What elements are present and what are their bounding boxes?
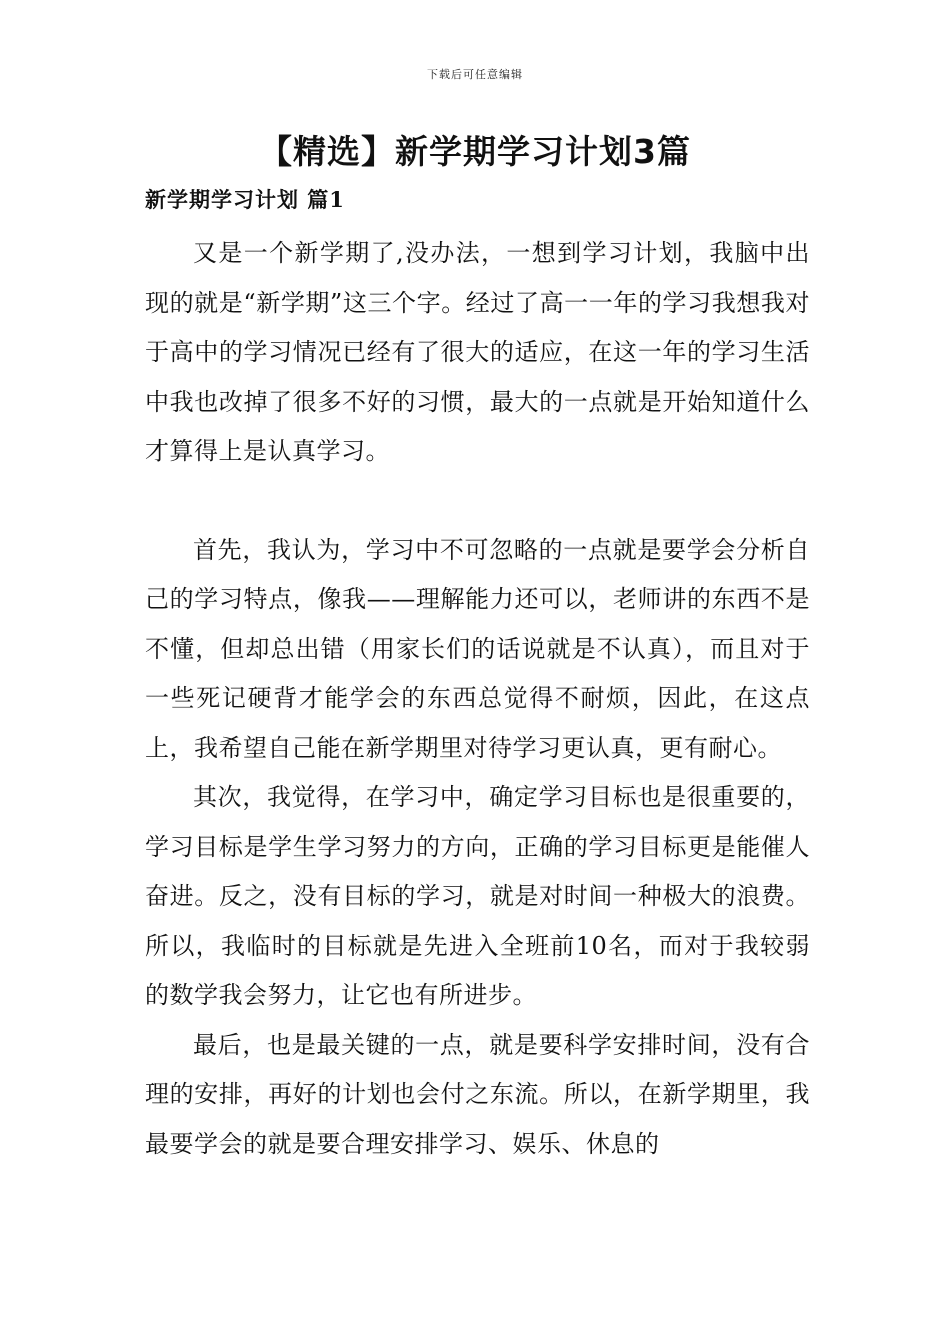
header-note: 下载后可任意编辑 [427, 68, 523, 81]
paragraph-3: 其次，我觉得，在学习中，确定学习目标也是很重要的，学习目标是学生学习努力的方向，正确的学习目标更是能催人奋进。反之，没有目标的学习，就是对时间一种极大的浪费。所以，我临时的目标就是先进入全班前10名，而对于我较弱的数学我会努力，让它也有所进步。 [145, 783, 810, 1009]
paragraph-1: 又是一个新学期了,没办法，一想到学习计划，我脑中出现的就是“新学期”这三个字。经过了高一一年的学习我想我对于高中的学习情况已经有了很大的适应，在这一年的学习生活中我也改掉了很多不好的习惯，最大的一点就是开始知道什么才算得上是认真学习。 [145, 239, 810, 465]
document-title: 【精选】新学期学习计划3篇 [259, 132, 691, 171]
paragraph-2: 首先，我认为，学习中不可忽略的一点就是要学会分析自己的学习特点，像我——理解能力还可以，老师讲的东西不是不懂，但却总出错（用家长们的话说就是不认真），而且对于一些死记硬背才能学会的东西总觉得不耐烦，因此，在这点上，我希望自己能在新学期里对待学习更认真，更有耐心。 [145, 535, 810, 762]
document-body [145, 229, 810, 1169]
section-heading: 新学期学习计划 篇1 [145, 187, 345, 212]
paragraph-4: 最后，也是最关键的一点，就是要科学安排时间，没有合理的安排，再好的计划也会付之东流。所以，在新学期里，我最要学会的就是要合理安排学习、娱乐、休息的 [145, 1030, 810, 1158]
paragraph-gap [145, 477, 810, 526]
